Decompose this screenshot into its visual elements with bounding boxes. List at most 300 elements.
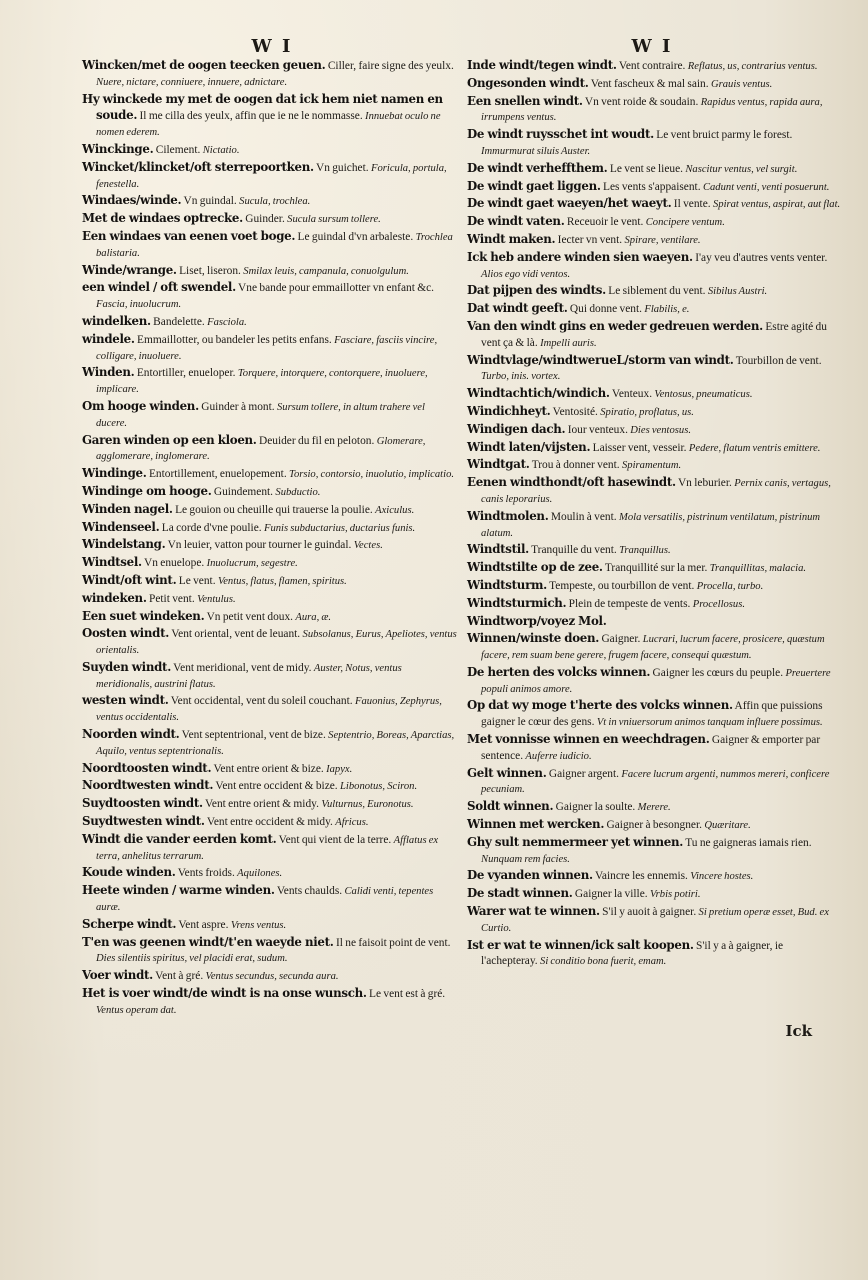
headword: Een suet windeken. [82, 608, 205, 623]
latin-gloss: Spiramentum. [622, 460, 682, 472]
french-gloss: Vent fascheux & mal sain. [590, 77, 709, 90]
latin-gloss: Procella, turbo. [696, 580, 764, 592]
headword: Windtsel. [82, 555, 142, 570]
french-gloss: Vent entre occident & bize. [215, 780, 338, 793]
headword: Winnen/winste doen. [467, 631, 600, 646]
headword: Ghy sult nemmermeer yet winnen. [467, 834, 684, 849]
headword: Windt die vander eerden komt. [82, 831, 277, 846]
headword: windelken. [82, 313, 151, 328]
french-gloss: Affin que puissions gaigner le cœur des gens. [481, 700, 823, 729]
latin-gloss: Flabilis, e. [644, 304, 690, 316]
headword: Ick heb andere winden sien waeyen. [467, 249, 693, 264]
french-gloss: Gaigner les cœurs du peuple. [652, 666, 784, 679]
headword: Windinge om hooge. [82, 483, 212, 498]
dictionary-entry [82, 609, 457, 626]
headword: Windichheyt. [467, 403, 551, 418]
latin-gloss: Septentrio, Boreas, Aparctias, Aquilo, ventus septentrionalis. [96, 730, 455, 757]
dictionary-entry [82, 399, 457, 432]
french-gloss: Il vente. [673, 198, 711, 211]
dictionary-entry [467, 614, 842, 631]
french-gloss: Bandelette. [153, 315, 205, 328]
dictionary-entry [82, 986, 457, 1019]
french-gloss: Vent entre orient & bize. [213, 762, 324, 775]
french-gloss: Vn vent roide & soudain. [584, 95, 699, 108]
dictionary-entry [467, 196, 842, 213]
dictionary-entry [467, 58, 842, 75]
french-gloss: Entortiller, enueloper. [136, 367, 236, 380]
french-gloss: Receuoir le vent. [566, 216, 644, 229]
dictionary-entry [82, 761, 457, 778]
french-gloss: Tu ne gaigneras iamais rien. [685, 836, 812, 849]
french-gloss: Guinder à mont. [201, 400, 275, 413]
dictionary-entry [82, 935, 457, 968]
headword: Met de windaes optrecke. [82, 211, 243, 226]
latin-gloss: Aquilones. [237, 868, 283, 880]
latin-gloss: Rapidus ventus, rapida aura, irrumpens ventus. [481, 96, 823, 124]
headword: Wincken/met de oogen teecken geuen. [82, 58, 326, 72]
latin-gloss: Glomerare, agglomerare, inglomerare. [96, 435, 426, 463]
headword: westen windt. [82, 693, 169, 708]
french-gloss: S'il y a à gaigner, ie l'achepteray. [481, 939, 784, 968]
french-gloss: Le vent bruict parmy le forest. [656, 129, 793, 142]
french-gloss: Vent septentrional, vent de bize. [181, 729, 326, 742]
headword: Windt/oft wint. [82, 572, 177, 587]
latin-gloss: Ventosus, pneumaticus. [654, 389, 753, 401]
dictionary-entry [82, 263, 457, 280]
latin-gloss: Cadunt venti, venti posuerunt. [702, 181, 830, 193]
latin-gloss: Ventus secundus, secunda aura. [205, 971, 339, 983]
headword: Windtworp/voyez Mol. [467, 613, 607, 628]
headword: Van den windt gins en weder gedreuen werden. [467, 318, 763, 333]
headword: Windenseel. [82, 519, 160, 534]
latin-gloss: Vulturnus, Euronotus. [321, 799, 414, 811]
latin-gloss: Si conditio bona fuerit, emam. [540, 956, 667, 968]
french-gloss: Gaigner la soulte. [555, 801, 636, 814]
headword: Ongesonden windt. [467, 75, 589, 90]
dictionary-entry [82, 917, 457, 934]
headword: De herten des volcks winnen. [467, 664, 651, 679]
headword: Windtsturmich. [467, 595, 567, 610]
dictionary-entry [82, 193, 457, 210]
dictionary-entry [467, 578, 842, 595]
latin-gloss: Dies silentiis spiritus, vel placidi erat, sudum. [96, 953, 288, 965]
dictionary-entry [82, 280, 457, 313]
dictionary-entry [467, 76, 842, 93]
dictionary-entry [82, 865, 457, 882]
latin-gloss: Innuebat oculo ne nomen ederem. [96, 111, 441, 139]
dictionary-entry [467, 817, 842, 834]
headword: windele. [82, 331, 135, 346]
dictionary-entry [82, 778, 457, 795]
headword: Winde/wrange. [82, 262, 177, 277]
french-gloss: Le vent. [178, 574, 216, 587]
dictionary-entry [82, 466, 457, 483]
headword: Met vonnisse winnen en weechdragen. [467, 732, 710, 747]
dictionary-entry [467, 868, 842, 885]
headword: Winnen met wercken. [467, 817, 605, 832]
french-gloss: Il me cilla des yeulx, affin que ie ne le nommasse. [139, 110, 363, 123]
dictionary-entry [82, 433, 457, 466]
french-gloss: Ciller, faire signe des yeulx. [327, 60, 454, 72]
latin-gloss: Torquere, intorquere, contorquere, inuoluere, implicare. [96, 368, 428, 396]
headword: Om hooge winden. [82, 398, 199, 413]
latin-gloss: Fascia, inuolucrum. [96, 299, 182, 311]
french-gloss: Deuider du fil en peloton. [258, 434, 375, 447]
french-gloss: Ventosité. [552, 405, 598, 418]
dictionary-entry [467, 161, 842, 178]
dictionary-entry [467, 301, 842, 318]
headword: De windt vaten. [467, 214, 565, 229]
french-gloss: Vn petit vent doux. [206, 610, 294, 623]
headword: Windtstil. [467, 542, 529, 557]
headword: Noordtoosten windt. [82, 760, 212, 775]
latin-gloss: Auster, Notus, ventus meridionalis, austrini flatus. [96, 662, 402, 690]
french-gloss: Vent entre orient & midy. [204, 798, 319, 811]
headword: Op dat wy moge t'herte des volcks winnen. [467, 698, 733, 713]
french-gloss: Qui donne vent. [569, 303, 642, 316]
latin-gloss: Trochlea balistaria. [96, 231, 453, 259]
french-gloss: Vn guichet. [315, 161, 369, 174]
dictionary-entry [467, 404, 842, 421]
dictionary-entry [467, 319, 842, 352]
headword: Windaes/winde. [82, 193, 182, 208]
french-gloss: Vent qui vient de la terre. [278, 833, 392, 846]
dictionary-entry [82, 796, 457, 813]
latin-gloss: Reflatus, us, contrarius ventus. [687, 61, 818, 72]
latin-gloss: Aura, æ. [295, 611, 332, 623]
french-gloss: Vents froids. [177, 867, 235, 880]
headword: Winckinge. [82, 141, 154, 156]
headword: Windtstilte op de zee. [467, 560, 603, 575]
headword: Garen winden op een kloen. [82, 432, 257, 447]
french-gloss: Le vent se lieue. [609, 162, 683, 175]
dictionary-entry [467, 457, 842, 474]
french-gloss: Vent contraire. [618, 60, 686, 72]
dictionary-entry [82, 229, 457, 262]
french-gloss: Vn leburier. [677, 477, 732, 490]
french-gloss: Laisser vent, vesseir. [592, 441, 687, 454]
latin-gloss: Smilax leuis, campanula, conuolgulum. [243, 265, 409, 277]
latin-gloss: Lucrari, lucrum facere, prosicere, quæstum facere, rem suam bene gerere, frugem facere, consequi quæstum. [481, 634, 825, 662]
latin-gloss: Vincere hostes. [690, 871, 754, 883]
dictionary-entry [467, 835, 842, 868]
french-gloss: Emmaillotter, ou bandeler les petits enfans. [137, 333, 332, 346]
headword: De vyanden winnen. [467, 868, 593, 883]
dictionary-entry [82, 160, 457, 193]
headword: Dat windt geeft. [467, 301, 568, 316]
latin-gloss: Ventulus. [197, 593, 236, 605]
headword: Windtachtich/windich. [467, 386, 610, 401]
latin-gloss: Dies ventosus. [630, 424, 691, 436]
latin-gloss: Preuertere populi animos amore. [481, 667, 831, 695]
headword: Koude winden. [82, 865, 176, 880]
dictionary-entry [82, 502, 457, 519]
dictionary-entry [467, 631, 842, 664]
latin-gloss: Sucula sursum tollere. [287, 214, 381, 226]
french-gloss: Liset, liseron. [179, 264, 241, 277]
dictionary-entry [467, 353, 842, 386]
headword: Dat pijpen des windts. [467, 283, 606, 298]
french-gloss: Iour venteux. [567, 423, 628, 436]
latin-gloss: Spirare, ventilare. [624, 234, 701, 246]
dictionary-entry [82, 314, 457, 331]
headword: De stadt winnen. [467, 886, 573, 901]
french-gloss: Vent entre occident & midy. [206, 816, 333, 829]
latin-gloss: Turbo, inis. vortex. [481, 371, 561, 383]
french-gloss: Gaigner & emporter par sentence. [481, 734, 821, 762]
french-gloss: Petit vent. [149, 592, 195, 605]
latin-gloss: Impelli auris. [540, 337, 597, 349]
latin-gloss: Facere lucrum argenti, nummos mereri, conficere pecuniam. [481, 768, 830, 796]
latin-gloss: Subductio. [275, 486, 321, 498]
headword: Noorden windt. [82, 727, 180, 742]
dictionary-entry [467, 698, 842, 731]
french-gloss: Estre agité du vent ça & là. [481, 320, 827, 349]
latin-gloss: Concipere ventum. [645, 217, 725, 229]
dictionary-entry [467, 232, 842, 249]
latin-gloss: Sibilus Austri. [707, 286, 768, 298]
headword: De windt ruysschet int woudt. [467, 127, 654, 142]
french-gloss: Moulin à vent. [550, 510, 617, 523]
french-gloss: Vne bande pour emmaillotter vn enfant &c. [238, 282, 434, 295]
dictionary-entry [467, 766, 842, 799]
french-gloss: Trou à donner vent. [531, 459, 620, 472]
french-gloss: Le guindal d'vn arbaleste. [297, 230, 414, 243]
headword: Warer wat te winnen. [467, 904, 600, 919]
latin-gloss: Libonotus, Sciron. [340, 781, 418, 793]
french-gloss: Vent occidental, vent du soleil couchant. [170, 695, 353, 708]
latin-gloss: Mola versatilis, pistrinum ventilatum, pistrinum alatum. [481, 511, 821, 539]
latin-gloss: Fasciare, fasciis vincire, colligare, inuoluere. [96, 334, 438, 362]
french-gloss: Vn enuelope. [144, 557, 205, 570]
latin-gloss: Axiculus. [375, 504, 415, 516]
headword: Suydtwesten windt. [82, 814, 205, 829]
dictionary-entry [467, 904, 842, 937]
headword: Wincket/klincket/oft sterrepoortken. [82, 159, 314, 174]
dictionary-entry [467, 250, 842, 283]
headword: Windtmolen. [467, 508, 549, 523]
dictionary-entry [82, 332, 457, 365]
headword: Het is voer windt/de windt is na onse wunsch. [82, 986, 367, 1001]
running-header [82, 36, 842, 58]
left-column [82, 58, 457, 1020]
french-gloss: Venteux. [611, 388, 653, 401]
dictionary-entry [82, 883, 457, 916]
french-gloss: Gaigner la ville. [574, 888, 648, 901]
dictionary-entry [82, 520, 457, 537]
french-gloss: Iecter vn vent. [557, 233, 623, 246]
latin-gloss: Auferre iudicio. [525, 750, 592, 762]
latin-gloss: Subsolanus, Eurus, Apeliotes, ventus orientalis. [96, 629, 457, 657]
french-gloss: Guindement. [213, 485, 274, 498]
french-gloss: Vent aspre. [178, 918, 229, 931]
headword: Hy winckede my met de oogen dat ick hem niet namen en soude. [82, 91, 443, 123]
french-gloss: Tranquillité sur la mer. [604, 562, 708, 575]
dictionary-entry [82, 537, 457, 554]
latin-gloss: Sucula, trochlea. [239, 196, 311, 208]
latin-gloss: Vectes. [353, 540, 383, 552]
latin-gloss: Si pretium operæ esset, Bud. ex Curtio. [481, 907, 829, 934]
dictionary-entry [82, 591, 457, 608]
dictionary-entry [467, 127, 842, 160]
headword: Soldt winnen. [467, 799, 554, 814]
headword: Suydtoosten windt. [82, 796, 203, 811]
headword: De windt gaet waeyen/het waeyt. [467, 196, 672, 211]
headword: Oosten windt. [82, 626, 170, 641]
french-gloss: Vent meridional, vent de midy. [173, 661, 312, 674]
dictionary-entry [467, 542, 842, 559]
latin-gloss: Grauis ventus. [710, 78, 773, 90]
dictionary-entry [82, 968, 457, 985]
dictionary-entry [82, 142, 457, 159]
latin-gloss: Nascitur ventus, vel surgit. [685, 163, 798, 175]
dictionary-entry [467, 799, 842, 816]
dictionary-entry [82, 555, 457, 572]
dictionary-entry [467, 938, 842, 971]
dictionary-entry [467, 475, 842, 508]
latin-gloss: Immurmurat siluis Auster. [481, 145, 591, 157]
latin-gloss: Vrbis potiri. [649, 889, 701, 901]
french-gloss: Le vent est à gré. [369, 988, 446, 1001]
dictionary-entry [467, 386, 842, 403]
french-gloss: Il ne faisoit point de vent. [335, 936, 451, 949]
headword: Eenen windthondt/oft hasewindt. [467, 475, 676, 490]
dictionary-entry [467, 440, 842, 457]
latin-gloss: Ventus operam dat. [96, 1004, 177, 1016]
headword: Windigen dach. [467, 421, 566, 436]
dictionary-entry [82, 92, 457, 141]
dictionary-entry [467, 422, 842, 439]
headword: Winden. [82, 365, 135, 380]
french-gloss: Vn guindal. [183, 195, 237, 208]
dictionary-entry [467, 509, 842, 542]
latin-gloss: Quæritare. [704, 820, 751, 832]
headword: Windtsturm. [467, 577, 547, 592]
dictionary-entry [467, 732, 842, 765]
french-gloss: Les vents s'appaisent. [603, 180, 701, 193]
latin-gloss: Calidi venti, tepentes auræ. [96, 886, 434, 914]
dictionary-entry [82, 211, 457, 228]
latin-gloss: Tranquillus. [619, 545, 671, 557]
dictionary-entry [467, 665, 842, 698]
dictionary-entry [82, 58, 457, 91]
dictionary-entry [82, 573, 457, 590]
headword: T'en was geenen windt/t'en waeyde niet. [82, 934, 334, 949]
headword: De windt gaet liggen. [467, 178, 601, 193]
latin-gloss: Vt in vniuersorum animos tanquam influere possimus. [596, 717, 823, 729]
dictionary-entry [82, 365, 457, 398]
dictionary-entry [467, 179, 842, 196]
latin-gloss: Vrens ventus. [230, 919, 287, 931]
headword: Inde windt/tegen windt. [467, 58, 617, 72]
french-gloss: Gaigner argent. [548, 767, 619, 780]
french-gloss: Entortillement, enuelopement. [148, 468, 287, 481]
french-gloss: Vn leuier, vatton pour tourner le guindal. [167, 539, 352, 552]
latin-gloss: Iapyx. [326, 763, 353, 775]
dictionary-entry [467, 886, 842, 903]
french-gloss: Gaigner. [601, 633, 641, 646]
headword: Gelt winnen. [467, 765, 547, 780]
latin-gloss: Sursum tollere, in altum trahere vel ducere. [96, 401, 425, 429]
text-columns [82, 58, 842, 1020]
headword: Windinge. [82, 466, 147, 481]
latin-gloss: Spirat ventus, aspirat, aut flat. [712, 199, 841, 211]
french-gloss: Vents chaulds. [276, 885, 343, 898]
french-gloss: Le gouion ou cheuille qui trauerse la poulie. [175, 503, 373, 516]
french-gloss: Vent oriental, vent de leuant. [171, 628, 301, 641]
latin-gloss: Fasciola. [207, 316, 247, 328]
french-gloss: Vaincre les ennemis. [594, 870, 688, 883]
dictionary-entry [467, 560, 842, 577]
french-gloss: La corde d'vne poulie. [161, 521, 262, 534]
dictionary-entry [82, 693, 457, 726]
dictionary-entry [82, 626, 457, 659]
french-gloss: Tourbillon de vent. [735, 354, 822, 367]
latin-gloss: Nuere, nictare, conniuere, innuere, adnictare. [96, 76, 288, 88]
right-column [467, 58, 842, 1020]
headword: een windel / oft swendel. [82, 280, 236, 295]
french-gloss: Vent à gré. [155, 970, 204, 983]
header-right: W I [631, 36, 673, 57]
french-gloss: Tempeste, ou tourbillon de vent. [549, 579, 695, 592]
latin-gloss: Fauonius, Zephyrus, ventus occidentalis. [96, 696, 442, 724]
latin-gloss: Nunquam rem facies. [481, 853, 570, 865]
headword: Heete winden / warme winden. [82, 883, 275, 898]
headword: Voer windt. [82, 968, 153, 983]
headword: Ist er wat te winnen/ick salt koopen. [467, 937, 694, 952]
dictionary-entry [82, 832, 457, 865]
latin-gloss: Procellosus. [692, 598, 745, 610]
latin-gloss: Tranquillitas, malacia. [709, 563, 807, 575]
french-gloss: Gaigner à besongner. [606, 819, 702, 832]
latin-gloss: Funis subductarius, ductarius funis. [263, 522, 416, 534]
headword: De windt verheffthem. [467, 160, 608, 175]
french-gloss: Plein de tempeste de vents. [568, 597, 691, 610]
french-gloss: I'ay veu d'autres vents venter. [695, 251, 828, 264]
french-gloss: Guinder. [245, 213, 285, 226]
latin-gloss: Merere. [637, 802, 671, 814]
dictionary-entry [467, 596, 842, 613]
latin-gloss: Alios ego vidi ventos. [481, 268, 571, 280]
latin-gloss: Pernix canis, vertagus, canis leporarius. [481, 478, 831, 505]
latin-gloss: Afflatus ex terra, anhelitus terrarum. [96, 834, 439, 862]
french-gloss: Tranquille du vent. [531, 544, 617, 557]
catchword: Ick [785, 1021, 812, 1040]
french-gloss: Cilement. [155, 143, 201, 156]
dictionary-entry [82, 814, 457, 831]
headword: Windelstang. [82, 537, 166, 552]
header-left: W I [251, 36, 293, 57]
latin-gloss: Nictatio. [202, 144, 240, 156]
latin-gloss: Pedere, flatum ventris emittere. [688, 442, 821, 454]
dictionary-entry [467, 214, 842, 231]
headword: Winden nagel. [82, 501, 173, 516]
headword: Windt maken. [467, 231, 556, 246]
dictionary-entry [82, 660, 457, 693]
headword: Windt laten/vijsten. [467, 439, 591, 454]
latin-gloss: Africus. [335, 817, 369, 829]
latin-gloss: Foricula, portula, fenestella. [96, 162, 447, 190]
dictionary-entry [467, 94, 842, 127]
headword: Windtgat. [467, 457, 530, 472]
french-gloss: S'il y auoit à gaigner. [602, 906, 697, 919]
headword: Een snellen windt. [467, 93, 583, 108]
dictionary-entry [467, 283, 842, 300]
headword: Noordtwesten windt. [82, 778, 214, 793]
headword: Een windaes van eenen voet boge. [82, 228, 296, 243]
headword: Windtvlage/windtwerueL/storm van windt. [467, 352, 734, 367]
dictionary-entry [82, 727, 457, 760]
